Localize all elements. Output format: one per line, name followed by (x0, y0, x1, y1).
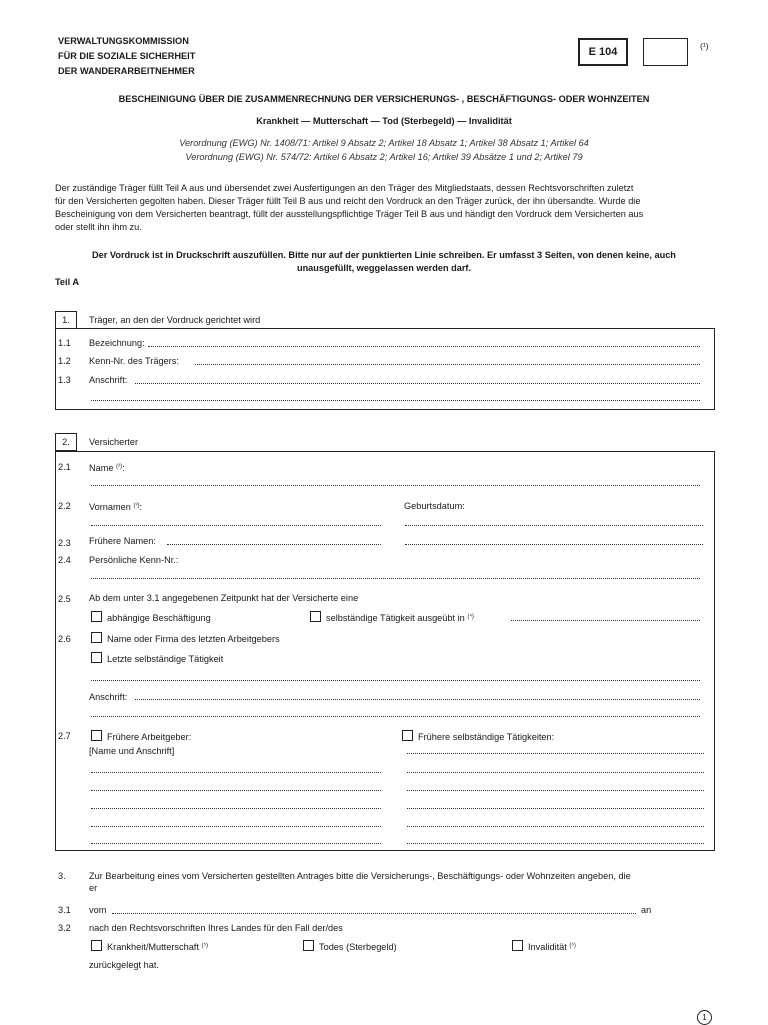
checkbox[interactable] (91, 632, 102, 643)
option-label: Frühere Arbeitgeber: (107, 732, 192, 742)
checkbox[interactable] (512, 940, 523, 951)
colon: : (139, 502, 143, 512)
item-number: 2.7 (58, 731, 71, 741)
label-vom: vom (89, 905, 107, 915)
input-fruehere-arbeitgeber-3[interactable] (91, 808, 381, 809)
section-3-number: 3. (58, 871, 66, 881)
input-fruehere-selbstaendige-6[interactable] (407, 843, 704, 844)
footnote-ref: (⁶) (569, 943, 576, 949)
label-anschrift: Anschrift: (89, 375, 128, 385)
footnote-ref: (³) (133, 503, 140, 509)
input-fruehere-selbstaendige-2[interactable] (407, 772, 704, 773)
checkbox[interactable] (91, 611, 102, 622)
part-a-label: Teil A (55, 277, 79, 287)
section-1-box (55, 328, 715, 410)
input-persoenliche-kenn-nr[interactable] (91, 578, 700, 579)
option-letzte-selbstaendige-taetigkeit[interactable] (91, 652, 223, 665)
form-code-box: E 104 (578, 38, 628, 66)
footnote-ref-1: (¹) (700, 41, 709, 51)
input-fruehere-selbstaendige-4[interactable] (407, 808, 704, 809)
checkbox[interactable] (91, 652, 102, 663)
footnote-ref: (⁴) (467, 614, 474, 620)
option-fruehere-selbstaendige[interactable] (402, 730, 554, 743)
option-label: abhängige Beschäftigung (107, 613, 211, 623)
label-name-und-anschrift: [Name und Anschrift] (89, 746, 175, 756)
input-fruehere-arbeitgeber-1[interactable] (91, 772, 381, 773)
input-fruehere-arbeitgeber-2[interactable] (91, 790, 381, 791)
option-label: selbständige Tätigkeit ausgeübt in (326, 613, 465, 623)
section-2-title: Versicherter (89, 437, 139, 447)
input-vornamen[interactable] (91, 525, 381, 526)
section-2-number: 2. (55, 433, 77, 451)
input-arbeitgeber-name[interactable] (91, 680, 700, 681)
input-vom[interactable] (112, 913, 636, 914)
option-selbstaendige-taetigkeit[interactable] (310, 611, 474, 624)
option-label: Frühere selbständige Tätigkeiten: (418, 732, 555, 742)
item-number: 2.5 (58, 594, 71, 604)
commission-line-2: FÜR DIE SOZIALE SICHERHEIT (58, 51, 196, 61)
label-kenn-nr: Kenn-Nr. des Trägers: (89, 356, 179, 366)
section-2-box (55, 451, 715, 851)
instruction-line: unausgefüllt, weggelassen werden darf. (296, 263, 472, 273)
label-name (89, 461, 125, 474)
checkbox[interactable] (91, 730, 102, 741)
item-number: 2.6 (58, 634, 71, 644)
checkbox[interactable] (402, 730, 413, 741)
vornamen-label-text: Vornamen (89, 502, 131, 512)
input-land[interactable] (511, 620, 700, 621)
input-anschrift-2[interactable] (91, 400, 700, 401)
input-arbeitgeber-anschrift-2[interactable] (91, 716, 700, 717)
regulation-2: Verordnung (EWG) Nr. 574/72: Artikel 6 Absatz 2; Artikel 16; Artikel 39 Absätze 1 und 2; Artikel 79 (185, 152, 583, 162)
label-geburtsdatum: Geburtsdatum: (404, 501, 465, 511)
item-number: 2.2 (58, 501, 71, 511)
option-label: Krankheit/Mutterschaft (107, 942, 199, 952)
input-anschrift-1[interactable] (135, 383, 700, 384)
input-name[interactable] (91, 485, 700, 486)
item-number: 2.3 (58, 538, 71, 548)
colon: : (122, 463, 125, 473)
option-todes-sterbegeld[interactable] (303, 940, 397, 953)
item-number: 1.1 (58, 338, 71, 348)
section-1-number: 1. (55, 311, 77, 329)
input-fruehere-arbeitgeber-4[interactable] (91, 826, 381, 827)
option-fruehere-arbeitgeber[interactable] (91, 730, 191, 743)
label-zeitpunkt: Ab dem unter 3.1 angegebenen Zeitpunkt hat der Versicherte eine (89, 593, 359, 603)
input-bezeichnung[interactable] (148, 346, 700, 347)
label-vornamen (89, 500, 142, 513)
label-rechtsvorschriften: nach den Rechtsvorschriften Ihres Landes für den Fall der/des (89, 923, 343, 933)
request-line: Zur Bearbeitung eines vom Versicherten gestellten Antrages bitte die Versicherungs-, Beschäftigungs- oder Wohnzeiten angeben, die (89, 871, 631, 881)
label-zurueckgelegt: zurückgelegt hat. (89, 960, 159, 970)
request-line: er (89, 883, 98, 893)
input-fruehere-selbstaendige-3[interactable] (407, 790, 704, 791)
item-number: 3.2 (58, 923, 71, 933)
item-number: 2.4 (58, 555, 71, 565)
checkbox[interactable] (91, 940, 102, 951)
intro-text (55, 182, 720, 234)
regulation-1: Verordnung (EWG) Nr. 1408/71: Artikel 9 Absatz 2; Artikel 18 Absatz 1; Artikel 38 Absatz 1; Artikel 64 (179, 138, 589, 148)
option-label: Letzte selbständige Tätigkeit (107, 654, 224, 664)
label-an: an (641, 905, 652, 915)
input-fruehere-arbeitgeber-5[interactable] (91, 843, 381, 844)
item-number: 3.1 (58, 905, 71, 915)
page-number: 1 (697, 1010, 712, 1025)
option-label: Invalidität (528, 942, 567, 952)
intro-line: für den Versicherten gegolten haben. Dieser Träger füllt Teil B aus und reicht den Vordruck an den Träger zurück, der ihn übersandte. Wurde die (55, 196, 641, 206)
checkbox[interactable] (310, 611, 321, 622)
form-title: BESCHEINIGUNG ÜBER DIE ZUSAMMENRECHNUNG DER VERSICHERUNGS- , BESCHÄFTIGUNGS- ODER WOHNZEITEN (118, 94, 650, 104)
intro-line: oder stellt ihn ihm zu. (55, 222, 142, 232)
option-letzter-arbeitgeber[interactable] (91, 632, 280, 645)
input-fruehere-namen[interactable] (167, 544, 381, 545)
label-persoenliche-kenn-nr: Persönliche Kenn-Nr.: (89, 555, 179, 565)
instructions (45, 249, 723, 275)
label-anschrift-2: Anschrift: (89, 692, 128, 702)
input-arbeitgeber-anschrift-1[interactable] (135, 699, 700, 700)
label-bezeichnung: Bezeichnung: (89, 338, 145, 348)
commission-line-3: DER WANDERARBEITNEHMER (58, 66, 195, 76)
form-subtitle: Krankheit — Mutterschaft — Tod (Sterbegeld) — Invalidität (256, 116, 512, 126)
footnote-ref: (⁵) (201, 943, 208, 949)
commission-name (58, 34, 195, 79)
option-krankheit-mutterschaft[interactable] (91, 940, 208, 953)
input-geburtsdatum[interactable] (405, 525, 703, 526)
option-label: Todes (Sterbegeld) (319, 942, 397, 952)
item-number: 1.2 (58, 356, 71, 366)
option-abhaengige-beschaeftigung[interactable] (91, 611, 211, 624)
instruction-line: Der Vordruck ist in Druckschrift auszufüllen. Bitte nur auf der punktierten Linie schreiben. Er umfasst 3 Seiten, von denen keine, auch (92, 250, 676, 260)
input-fruehere-namen-2[interactable] (405, 544, 703, 545)
commission-line-1: VERWALTUNGSKOMMISSION (58, 36, 189, 46)
input-kenn-nr[interactable] (195, 364, 700, 365)
name-label-text: Name (89, 463, 114, 473)
intro-line: Der zuständige Träger füllt Teil A aus und übersendet zwei Ausfertigungen an den Träger des Mitgliedstaats, dessen Rechtsvorschriften zuletzt (55, 183, 634, 193)
footnote-ref: (²) (116, 464, 123, 470)
checkbox[interactable] (303, 940, 314, 951)
item-number: 2.1 (58, 462, 71, 472)
option-invaliditaet[interactable] (512, 940, 576, 953)
section-3-request (89, 870, 719, 894)
item-number: 1.3 (58, 375, 71, 385)
label-fruehere-namen: Frühere Namen: (89, 536, 156, 546)
section-1-title: Träger, an den der Vordruck gerichtet wird (89, 315, 261, 325)
form-number-field[interactable] (643, 38, 688, 66)
input-fruehere-selbstaendige-1[interactable] (407, 753, 704, 754)
input-fruehere-selbstaendige-5[interactable] (407, 826, 704, 827)
option-label: Name oder Firma des letzten Arbeitgebers (107, 634, 280, 644)
intro-line: Bescheinigung von dem Versicherten beantragt, füllt der ausstellungspflichtige Träger Teil B aus und händigt den Vordruck dem Versicherten aus (55, 209, 644, 219)
